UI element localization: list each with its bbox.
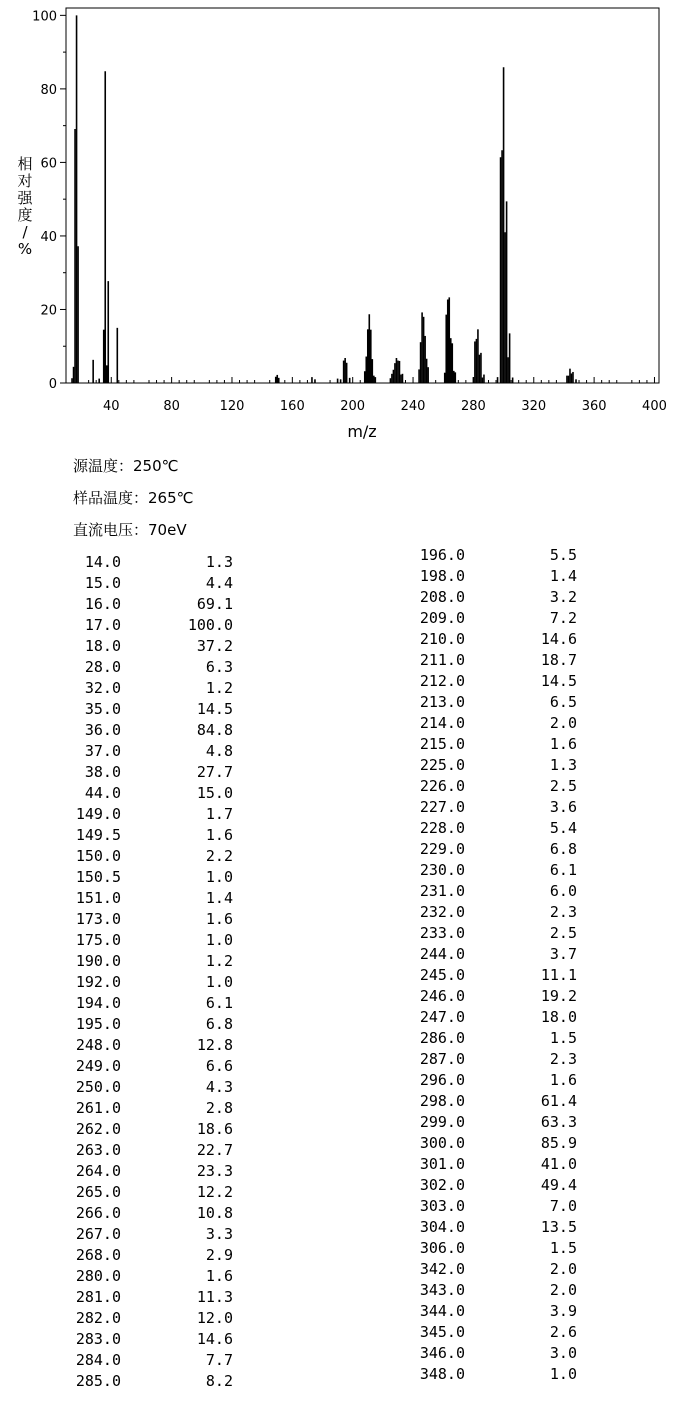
intensity-value: 3.0 [549, 1344, 577, 1362]
table-row [40, 573, 233, 594]
x-tick-label: 360 [581, 399, 607, 414]
intensity-value: 1.3 [205, 553, 233, 571]
x-tick-label: 160 [279, 399, 305, 414]
y-axis-label-char: 对 [17, 172, 33, 190]
mz-value: 282.0 [75, 1309, 121, 1327]
sample-temperature: 样品温度：265℃ [73, 489, 194, 507]
intensity-value: 10.8 [196, 1204, 233, 1222]
mz-value: 213.0 [419, 693, 465, 711]
table-row [40, 1098, 233, 1119]
mz-value: 15.0 [84, 574, 121, 592]
intensity-value: 37.2 [196, 637, 233, 655]
intensity-value: 14.5 [540, 672, 577, 690]
mz-value: 303.0 [419, 1197, 465, 1215]
table-row [380, 1196, 577, 1217]
intensity-value: 1.5 [549, 1029, 577, 1047]
intensity-value: 3.9 [549, 1302, 577, 1320]
table-row [380, 650, 577, 671]
intensity-value: 49.4 [540, 1176, 577, 1194]
mz-value: 208.0 [419, 588, 465, 606]
intensity-value: 1.0 [205, 973, 233, 991]
intensity-value: 84.8 [196, 721, 233, 739]
mz-value: 14.0 [84, 553, 121, 571]
table-row [40, 909, 233, 930]
intensity-value: 2.8 [205, 1099, 233, 1117]
y-axis-label-char: % [17, 240, 33, 258]
intensity-value: 69.1 [196, 595, 233, 613]
mz-value: 17.0 [84, 616, 121, 634]
mz-value: 44.0 [84, 784, 121, 802]
y-axis-label-char: / [22, 223, 28, 241]
intensity-value: 14.6 [196, 1330, 233, 1348]
y-axis-label-char: 强 [17, 189, 33, 207]
mz-value: 230.0 [419, 861, 465, 879]
mz-value: 281.0 [75, 1288, 121, 1306]
y-tick-label: 60 [40, 156, 57, 172]
x-tick-label: 280 [460, 399, 486, 414]
mz-value: 263.0 [75, 1141, 121, 1159]
table-row [380, 923, 577, 944]
mz-value: 228.0 [419, 819, 465, 837]
mz-value: 175.0 [75, 931, 121, 949]
y-tick-label: 0 [48, 377, 57, 392]
table-row [380, 713, 577, 734]
intensity-value: 1.4 [549, 567, 577, 585]
mz-value: 192.0 [75, 973, 121, 991]
mz-value: 233.0 [419, 924, 465, 942]
intensity-value: 1.2 [205, 952, 233, 970]
mz-value: 190.0 [75, 952, 121, 970]
intensity-value: 18.7 [540, 651, 577, 669]
intensity-value: 1.6 [549, 1071, 577, 1089]
table-row [380, 1301, 577, 1322]
intensity-value: 6.6 [205, 1057, 233, 1075]
table-row [40, 636, 233, 657]
table-row [40, 972, 233, 993]
mz-value: 283.0 [75, 1330, 121, 1348]
table-row [380, 1112, 577, 1133]
intensity-value: 1.0 [205, 868, 233, 886]
table-row [40, 1161, 233, 1182]
table-row [40, 888, 233, 909]
table-row [40, 657, 233, 678]
mz-value: 229.0 [419, 840, 465, 858]
y-axis-label [14, 156, 36, 258]
intensity-value: 1.2 [205, 679, 233, 697]
intensity-value: 85.9 [540, 1134, 577, 1152]
intensity-value: 14.6 [540, 630, 577, 648]
mz-value: 298.0 [419, 1092, 465, 1110]
mz-value: 296.0 [419, 1071, 465, 1089]
mz-value: 244.0 [419, 945, 465, 963]
table-row [40, 1203, 233, 1224]
table-row [380, 1133, 577, 1154]
intensity-value: 6.1 [205, 994, 233, 1012]
table-row [40, 1245, 233, 1266]
intensity-value: 7.0 [549, 1197, 577, 1215]
mz-value: 149.0 [75, 805, 121, 823]
intensity-value: 6.1 [549, 861, 577, 879]
mz-value: 302.0 [419, 1176, 465, 1194]
table-row [40, 1287, 233, 1308]
table-row [380, 1007, 577, 1028]
table-row [40, 1371, 233, 1392]
x-tick-label: 320 [521, 399, 547, 414]
mz-value: 268.0 [75, 1246, 121, 1264]
mz-value: 231.0 [419, 882, 465, 900]
table-row [40, 1182, 233, 1203]
x-tick-label: 240 [400, 399, 426, 414]
mz-value: 262.0 [75, 1120, 121, 1138]
intensity-value: 6.8 [205, 1015, 233, 1033]
mz-value: 16.0 [84, 595, 121, 613]
intensity-value: 19.2 [540, 987, 577, 1005]
table-row [40, 783, 233, 804]
table-row [40, 846, 233, 867]
mz-value: 173.0 [75, 910, 121, 928]
intensity-value: 2.9 [205, 1246, 233, 1264]
peak-table-right [380, 545, 577, 1385]
table-row [380, 1364, 577, 1385]
table-row [380, 1091, 577, 1112]
table-row [40, 741, 233, 762]
intensity-value: 12.0 [196, 1309, 233, 1327]
intensity-value: 63.3 [540, 1113, 577, 1131]
intensity-value: 23.3 [196, 1162, 233, 1180]
table-row [380, 776, 577, 797]
table-row [40, 699, 233, 720]
mz-value: 149.5 [75, 826, 121, 844]
mz-value: 280.0 [75, 1267, 121, 1285]
mz-value: 37.0 [84, 742, 121, 760]
mz-value: 38.0 [84, 763, 121, 781]
intensity-value: 4.4 [205, 574, 233, 592]
intensity-value: 3.3 [205, 1225, 233, 1243]
mz-value: 232.0 [419, 903, 465, 921]
table-row [40, 1119, 233, 1140]
intensity-value: 7.2 [549, 609, 577, 627]
intensity-value: 18.0 [540, 1008, 577, 1026]
table-row [380, 986, 577, 1007]
table-row [380, 1322, 577, 1343]
table-row [40, 762, 233, 783]
table-row [380, 1154, 577, 1175]
table-row [40, 552, 233, 573]
mass-spectrum-chart [0, 0, 680, 445]
mz-value: 212.0 [419, 672, 465, 690]
table-row [380, 1049, 577, 1070]
mz-value: 344.0 [419, 1302, 465, 1320]
intensity-value: 2.6 [549, 1323, 577, 1341]
intensity-value: 2.3 [549, 1050, 577, 1068]
mz-value: 28.0 [84, 658, 121, 676]
table-row [380, 566, 577, 587]
table-row [40, 867, 233, 888]
table-row [40, 951, 233, 972]
table-row [380, 1238, 577, 1259]
intensity-value: 5.5 [549, 546, 577, 564]
mz-value: 346.0 [419, 1344, 465, 1362]
table-row [380, 797, 577, 818]
mz-value: 211.0 [419, 651, 465, 669]
table-row [40, 1140, 233, 1161]
mz-value: 246.0 [419, 987, 465, 1005]
intensity-value: 2.2 [205, 847, 233, 865]
mz-value: 299.0 [419, 1113, 465, 1131]
peak-table-left [40, 552, 233, 1392]
table-row [40, 1308, 233, 1329]
intensity-value: 3.7 [549, 945, 577, 963]
mz-value: 300.0 [419, 1134, 465, 1152]
intensity-value: 2.0 [549, 714, 577, 732]
table-row [40, 825, 233, 846]
mz-value: 266.0 [75, 1204, 121, 1222]
table-row [380, 1259, 577, 1280]
mz-value: 196.0 [419, 546, 465, 564]
intensity-value: 61.4 [540, 1092, 577, 1110]
y-tick-label: 100 [32, 9, 57, 25]
mz-value: 198.0 [419, 567, 465, 585]
intensity-value: 100.0 [187, 616, 233, 634]
intensity-value: 6.8 [549, 840, 577, 858]
table-row [40, 1350, 233, 1371]
intensity-value: 8.2 [205, 1372, 233, 1390]
intensity-value: 27.7 [196, 763, 233, 781]
intensity-value: 4.8 [205, 742, 233, 760]
y-axis-label-char: 度 [17, 206, 33, 224]
table-row [40, 1329, 233, 1350]
mz-value: 35.0 [84, 700, 121, 718]
intensity-value: 11.1 [540, 966, 577, 984]
plot-frame [66, 8, 659, 383]
intensity-value: 3.6 [549, 798, 577, 816]
mz-value: 150.0 [75, 847, 121, 865]
intensity-value: 2.5 [549, 924, 577, 942]
table-row [40, 594, 233, 615]
table-row [380, 629, 577, 650]
intensity-value: 18.6 [196, 1120, 233, 1138]
intensity-value: 12.8 [196, 1036, 233, 1054]
mz-value: 32.0 [84, 679, 121, 697]
mz-value: 225.0 [419, 756, 465, 774]
intensity-value: 3.2 [549, 588, 577, 606]
mz-value: 227.0 [419, 798, 465, 816]
mz-value: 301.0 [419, 1155, 465, 1173]
table-row [40, 993, 233, 1014]
mz-value: 209.0 [419, 609, 465, 627]
table-row [380, 965, 577, 986]
mz-value: 345.0 [419, 1323, 465, 1341]
x-tick-label: 120 [219, 399, 245, 414]
table-row [380, 587, 577, 608]
mz-value: 248.0 [75, 1036, 121, 1054]
table-row [40, 930, 233, 951]
intensity-value: 2.0 [549, 1260, 577, 1278]
mz-value: 265.0 [75, 1183, 121, 1201]
y-tick-label: 20 [40, 303, 57, 319]
x-tick-label: 40 [102, 399, 120, 414]
intensity-value: 22.7 [196, 1141, 233, 1159]
table-row [380, 1070, 577, 1091]
table-row [380, 755, 577, 776]
intensity-value: 2.5 [549, 777, 577, 795]
intensity-value: 41.0 [540, 1155, 577, 1173]
mz-value: 210.0 [419, 630, 465, 648]
intensity-value: 5.4 [549, 819, 577, 837]
table-row [40, 804, 233, 825]
table-row [380, 881, 577, 902]
mz-value: 194.0 [75, 994, 121, 1012]
intensity-value: 1.0 [549, 1365, 577, 1383]
ionization-voltage: 直流电压：70eV [73, 521, 187, 539]
mz-value: 284.0 [75, 1351, 121, 1369]
mz-value: 343.0 [419, 1281, 465, 1299]
intensity-value: 1.4 [205, 889, 233, 907]
y-axis-label-char: 相 [17, 155, 33, 173]
intensity-value: 1.6 [205, 910, 233, 928]
table-row [40, 1035, 233, 1056]
table-row [380, 1280, 577, 1301]
bars [72, 15, 576, 383]
table-row [40, 1224, 233, 1245]
mz-value: 304.0 [419, 1218, 465, 1236]
intensity-value: 13.5 [540, 1218, 577, 1236]
table-row [380, 608, 577, 629]
table-row [40, 1077, 233, 1098]
mz-value: 348.0 [419, 1365, 465, 1383]
mz-value: 214.0 [419, 714, 465, 732]
intensity-value: 6.3 [205, 658, 233, 676]
mz-value: 247.0 [419, 1008, 465, 1026]
table-row [380, 734, 577, 755]
mz-value: 267.0 [75, 1225, 121, 1243]
x-tick-label: 80 [163, 399, 180, 414]
table-row [380, 1217, 577, 1238]
intensity-value: 7.7 [205, 1351, 233, 1369]
intensity-value: 15.0 [196, 784, 233, 802]
table-row [40, 1014, 233, 1035]
table-row [380, 1028, 577, 1049]
mz-value: 285.0 [75, 1372, 121, 1390]
intensity-value: 11.3 [196, 1288, 233, 1306]
table-row [380, 1343, 577, 1364]
intensity-value: 12.2 [196, 1183, 233, 1201]
intensity-value: 1.3 [549, 756, 577, 774]
intensity-value: 1.6 [549, 735, 577, 753]
mz-value: 150.5 [75, 868, 121, 886]
table-row [40, 678, 233, 699]
table-row [380, 818, 577, 839]
mz-value: 226.0 [419, 777, 465, 795]
x-tick-label: 400 [642, 399, 667, 414]
table-row [380, 839, 577, 860]
mz-value: 18.0 [84, 637, 121, 655]
x-axis-label: m/z [347, 422, 377, 441]
table-row [380, 1175, 577, 1196]
table-row [40, 720, 233, 741]
table-row [40, 1056, 233, 1077]
mz-value: 264.0 [75, 1162, 121, 1180]
table-row [380, 545, 577, 566]
y-tick-label: 40 [40, 229, 57, 245]
intensity-value: 1.7 [205, 805, 233, 823]
intensity-value: 1.5 [549, 1239, 577, 1257]
y-ticks [32, 9, 66, 392]
mz-value: 286.0 [419, 1029, 465, 1047]
intensity-value: 1.0 [205, 931, 233, 949]
intensity-value: 6.0 [549, 882, 577, 900]
mz-value: 215.0 [419, 735, 465, 753]
mz-value: 245.0 [419, 966, 465, 984]
mz-value: 249.0 [75, 1057, 121, 1075]
mz-value: 250.0 [75, 1078, 121, 1096]
mz-value: 287.0 [419, 1050, 465, 1068]
x-tick-label: 200 [340, 399, 366, 414]
intensity-value: 1.6 [205, 826, 233, 844]
y-tick-label: 80 [40, 82, 57, 98]
intensity-value: 6.5 [549, 693, 577, 711]
table-row [380, 692, 577, 713]
intensity-value: 2.0 [549, 1281, 577, 1299]
table-row [380, 671, 577, 692]
source-temperature: 源温度：250℃ [73, 457, 179, 475]
intensity-value: 4.3 [205, 1078, 233, 1096]
intensity-value: 14.5 [196, 700, 233, 718]
mz-value: 151.0 [75, 889, 121, 907]
table-row [380, 944, 577, 965]
mz-value: 195.0 [75, 1015, 121, 1033]
table-row [380, 860, 577, 881]
mz-value: 306.0 [419, 1239, 465, 1257]
mz-value: 342.0 [419, 1260, 465, 1278]
table-row [40, 615, 233, 636]
mz-value: 261.0 [75, 1099, 121, 1117]
table-row [40, 1266, 233, 1287]
table-row [380, 902, 577, 923]
intensity-value: 2.3 [549, 903, 577, 921]
mz-value: 36.0 [84, 721, 121, 739]
intensity-value: 1.6 [205, 1267, 233, 1285]
